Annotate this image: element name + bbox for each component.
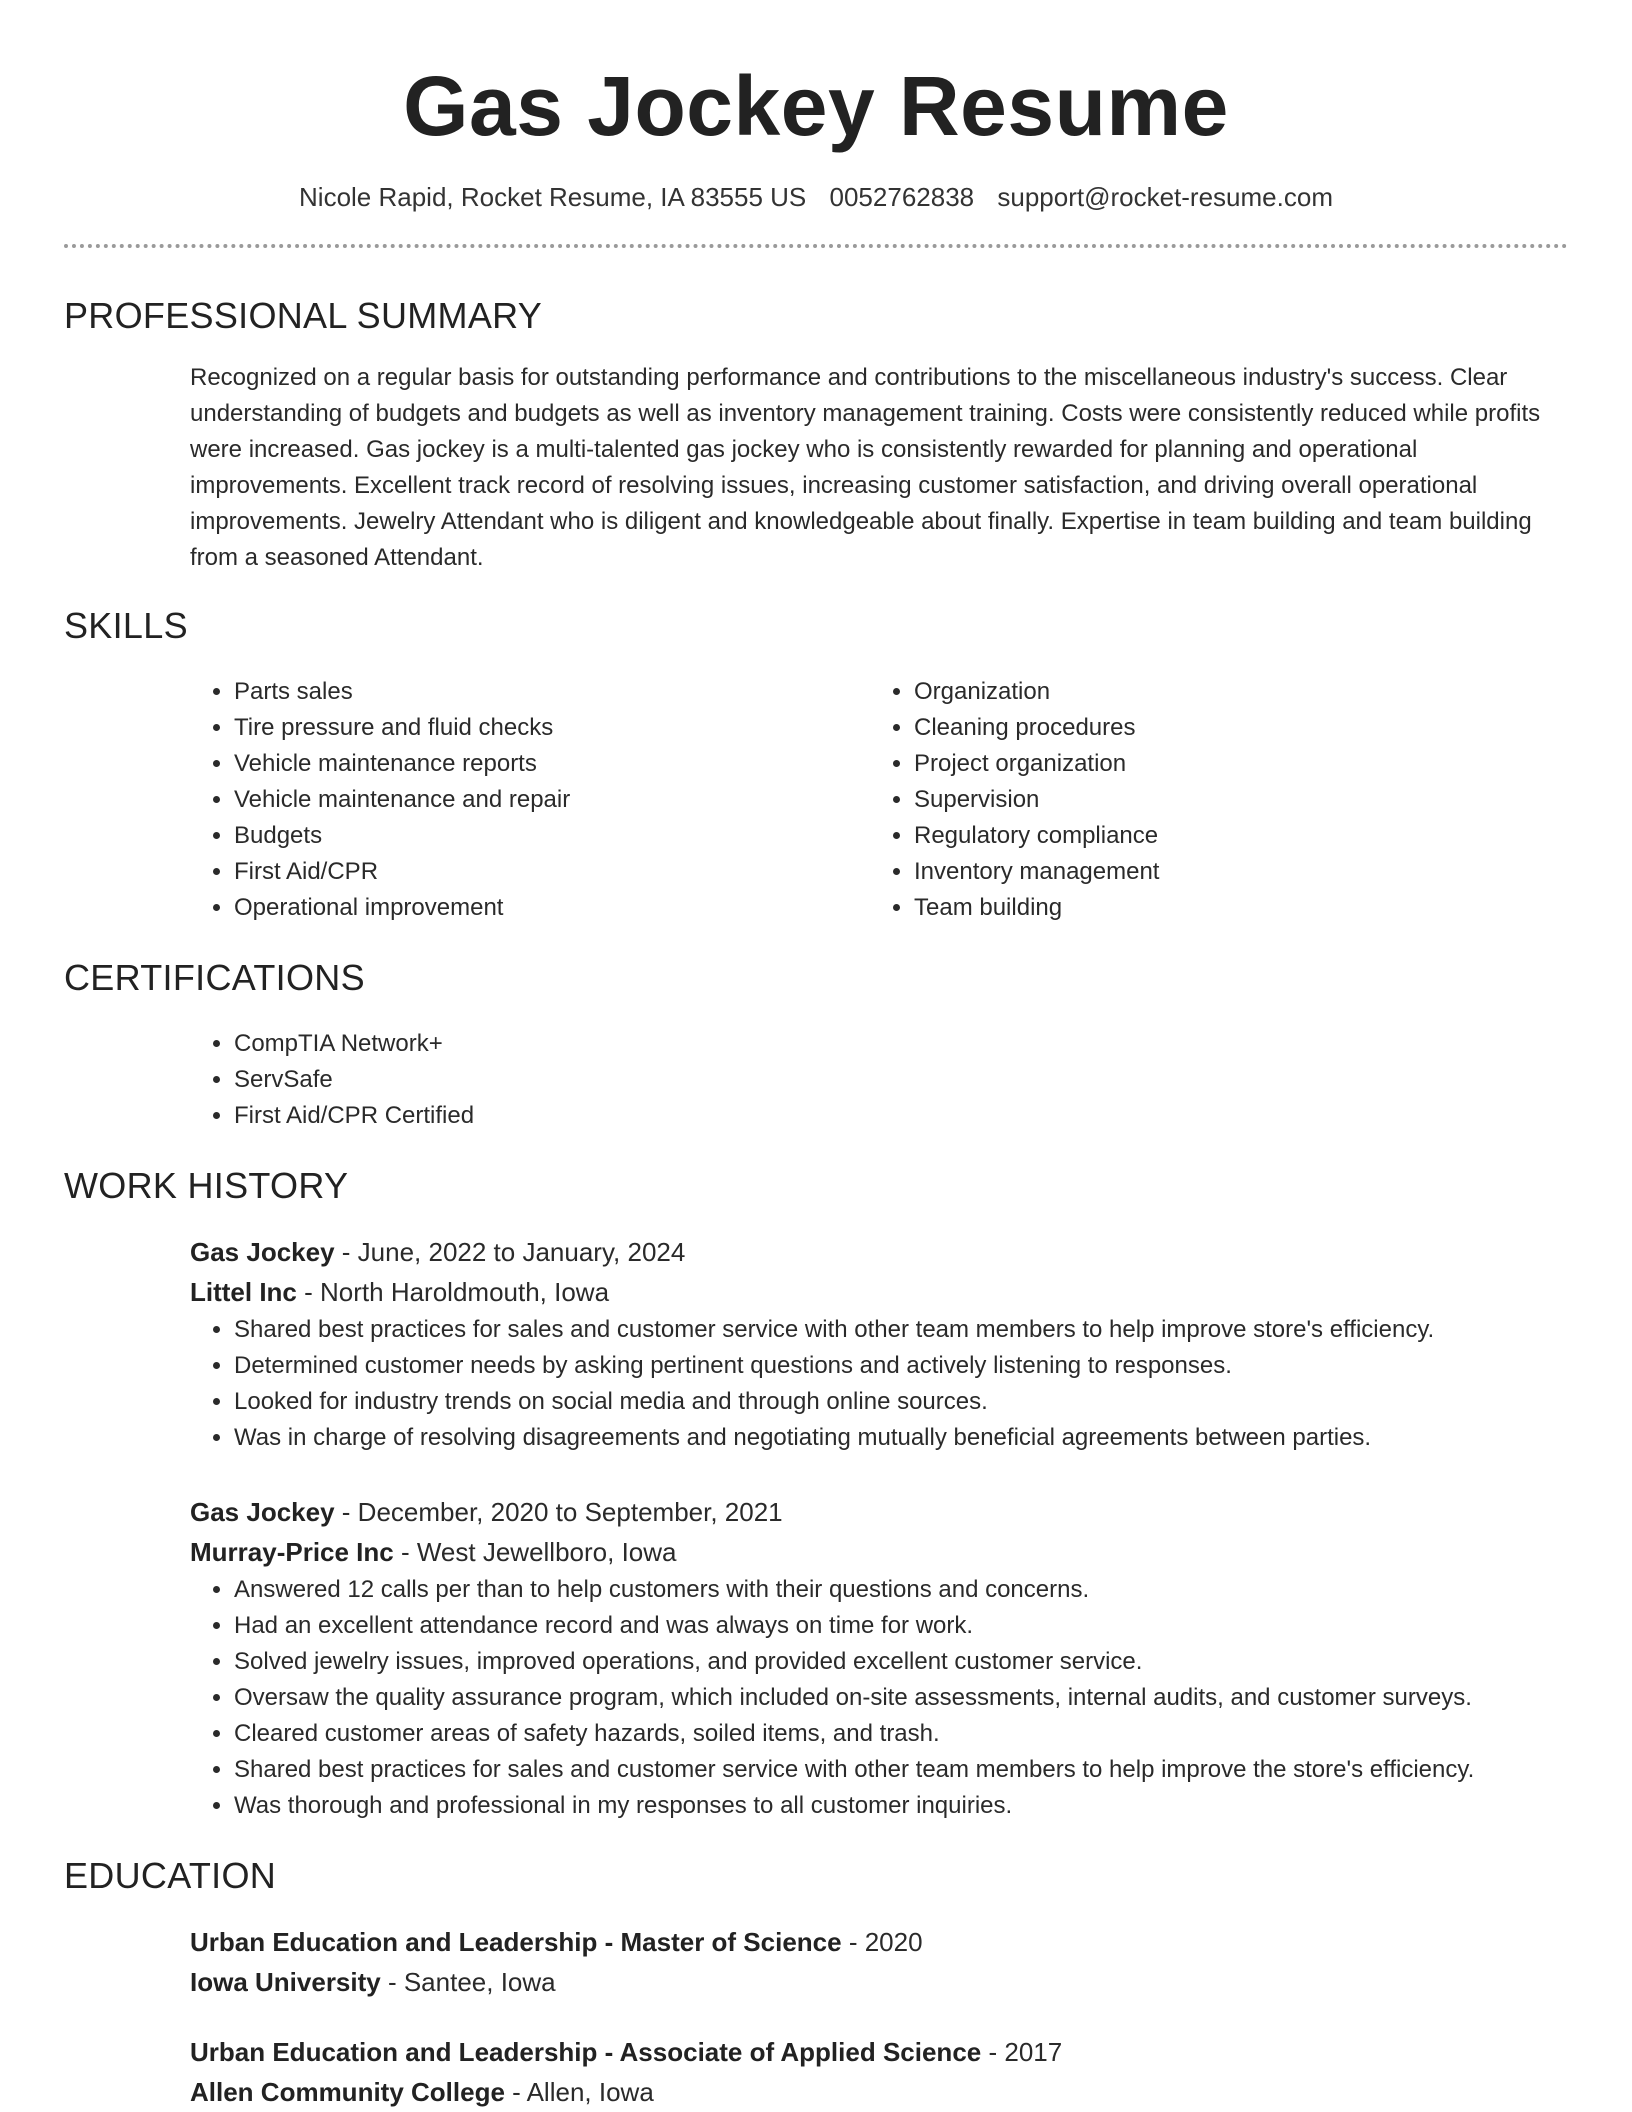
education-entry — [190, 2032, 1568, 2112]
job-company-line — [190, 1532, 1568, 1572]
certification-item: • First Aid/CPR Certified — [234, 1098, 1568, 1134]
skill-item: • Organization — [914, 674, 1550, 710]
skill-item: • Team building — [914, 890, 1550, 926]
contact-address: Nicole Rapid, Rocket Resume, IA 83555 US — [299, 182, 807, 212]
job-title: Gas Jockey — [190, 1237, 335, 1267]
education-school-line — [190, 1962, 1568, 2002]
education-degree: Urban Education and Leadership - Associate of Applied Science — [190, 2037, 982, 2067]
job-bullet: • Was in charge of resolving disagreements and negotiating mutually beneficial agreements between parties. — [234, 1420, 1568, 1456]
education-location: - Santee, Iowa — [380, 1967, 556, 1997]
resume-page — [64, 0, 1568, 2112]
job-bullet: • Looked for industry trends on social media and through online sources. — [234, 1384, 1568, 1420]
contact-phone: 0052762838 — [829, 182, 975, 212]
skill-item: • Operational improvement — [234, 890, 870, 926]
job-company-line — [190, 1272, 1568, 1312]
certification-item: • CompTIA Network+ — [234, 1026, 1568, 1062]
skills-list-left — [190, 674, 870, 926]
skill-item: • Inventory management — [914, 854, 1550, 890]
skill-item: • Supervision — [914, 782, 1550, 818]
skill-item: • Tire pressure and fluid checks — [234, 710, 870, 746]
skill-item: • Regulatory compliance — [914, 818, 1550, 854]
skill-item: • Budgets — [234, 818, 870, 854]
work-history-heading: WORK HISTORY — [64, 1165, 349, 1206]
summary-text: Recognized on a regular basis for outstanding performance and contributions to the miscellaneous industry's success. Clear understanding of budgets and budgets as well as inventory management training. Costs were consistently reduced while profits were increased. Gas jockey is a multi-talented gas jockey who is consistently rewarded for planning and operational improvements. Excellent track record of resolving issues, increasing customer satisfaction, and driving overall operational improvements. Jewelry Attendant who is diligent and knowledgeable about finally. Expertise in team building and team building from a seasoned Attendant. — [190, 364, 1541, 571]
certifications-body — [190, 1026, 1568, 1134]
job-bullet: • Shared best practices for sales and customer service with other team members to help improve store's efficiency. — [234, 1312, 1568, 1348]
job-bullets — [190, 1312, 1568, 1456]
certification-item: • ServSafe — [234, 1062, 1568, 1098]
header-divider — [64, 244, 1568, 248]
contact-line — [64, 180, 1568, 214]
job-bullet: • Determined customer needs by asking pertinent questions and actively listening to responses. — [234, 1348, 1568, 1384]
certifications-heading: CERTIFICATIONS — [64, 957, 365, 998]
education-degree: Urban Education and Leadership - Master of Science — [190, 1927, 842, 1957]
job-title-line — [190, 1492, 1568, 1532]
job-bullet: • Oversaw the quality assurance program, which included on-site assessments, internal audits, and customer surveys. — [234, 1680, 1568, 1716]
skills-column-right — [870, 674, 1550, 926]
education-degree-line — [190, 2032, 1568, 2072]
job-title: Gas Jockey — [190, 1497, 335, 1527]
contact-email: support@rocket-resume.com — [997, 182, 1333, 212]
job-entry — [190, 1492, 1568, 1824]
skills-column-left — [190, 674, 870, 926]
skills-heading: SKILLS — [64, 605, 188, 646]
resume-title: Gas Jockey Resume — [403, 59, 1229, 153]
job-entry — [190, 1232, 1568, 1456]
certifications-list — [190, 1026, 1568, 1134]
education-heading: EDUCATION — [64, 1855, 277, 1896]
summary-heading: PROFESSIONAL SUMMARY — [64, 295, 543, 336]
work-history-body — [190, 1232, 1568, 1824]
job-bullets — [190, 1572, 1568, 1824]
job-title-line — [190, 1232, 1568, 1272]
job-bullet: • Cleared customer areas of safety hazards, soiled items, and trash. — [234, 1716, 1568, 1752]
education-degree-line — [190, 1922, 1568, 1962]
education-school-line — [190, 2072, 1568, 2112]
skills-grid — [190, 674, 1568, 926]
skill-item: • Parts sales — [234, 674, 870, 710]
job-dates: - June, 2022 to January, 2024 — [334, 1237, 686, 1267]
job-bullet: • Answered 12 calls per than to help customers with their questions and concerns. — [234, 1572, 1568, 1608]
education-school: Allen Community College — [190, 2077, 505, 2107]
education-year: - 2020 — [841, 1927, 923, 1957]
skill-item: • Project organization — [914, 746, 1550, 782]
job-bullet: • Was thorough and professional in my responses to all customer inquiries. — [234, 1788, 1568, 1824]
job-location: - North Haroldmouth, Iowa — [296, 1277, 610, 1307]
skill-item: • Vehicle maintenance reports — [234, 746, 870, 782]
skill-item: • Cleaning procedures — [914, 710, 1550, 746]
education-year: - 2017 — [981, 2037, 1063, 2067]
job-company: Littel Inc — [190, 1277, 297, 1307]
job-company: Murray-Price Inc — [190, 1537, 394, 1567]
skill-item: • Vehicle maintenance and repair — [234, 782, 870, 818]
education-body — [190, 1922, 1568, 2112]
job-dates: - December, 2020 to September, 2021 — [334, 1497, 783, 1527]
education-location: - Allen, Iowa — [504, 2077, 654, 2107]
skill-item: • First Aid/CPR — [234, 854, 870, 890]
job-bullet: • Had an excellent attendance record and was always on time for work. — [234, 1608, 1568, 1644]
education-entry — [190, 1922, 1568, 2002]
skills-list-right — [870, 674, 1550, 926]
job-bullet: • Shared best practices for sales and customer service with other team members to help improve the store's efficiency. — [234, 1752, 1568, 1788]
job-location: - West Jewellboro, Iowa — [393, 1537, 677, 1567]
job-bullet: • Solved jewelry issues, improved operations, and provided excellent customer service. — [234, 1644, 1568, 1680]
education-school: Iowa University — [190, 1967, 381, 1997]
